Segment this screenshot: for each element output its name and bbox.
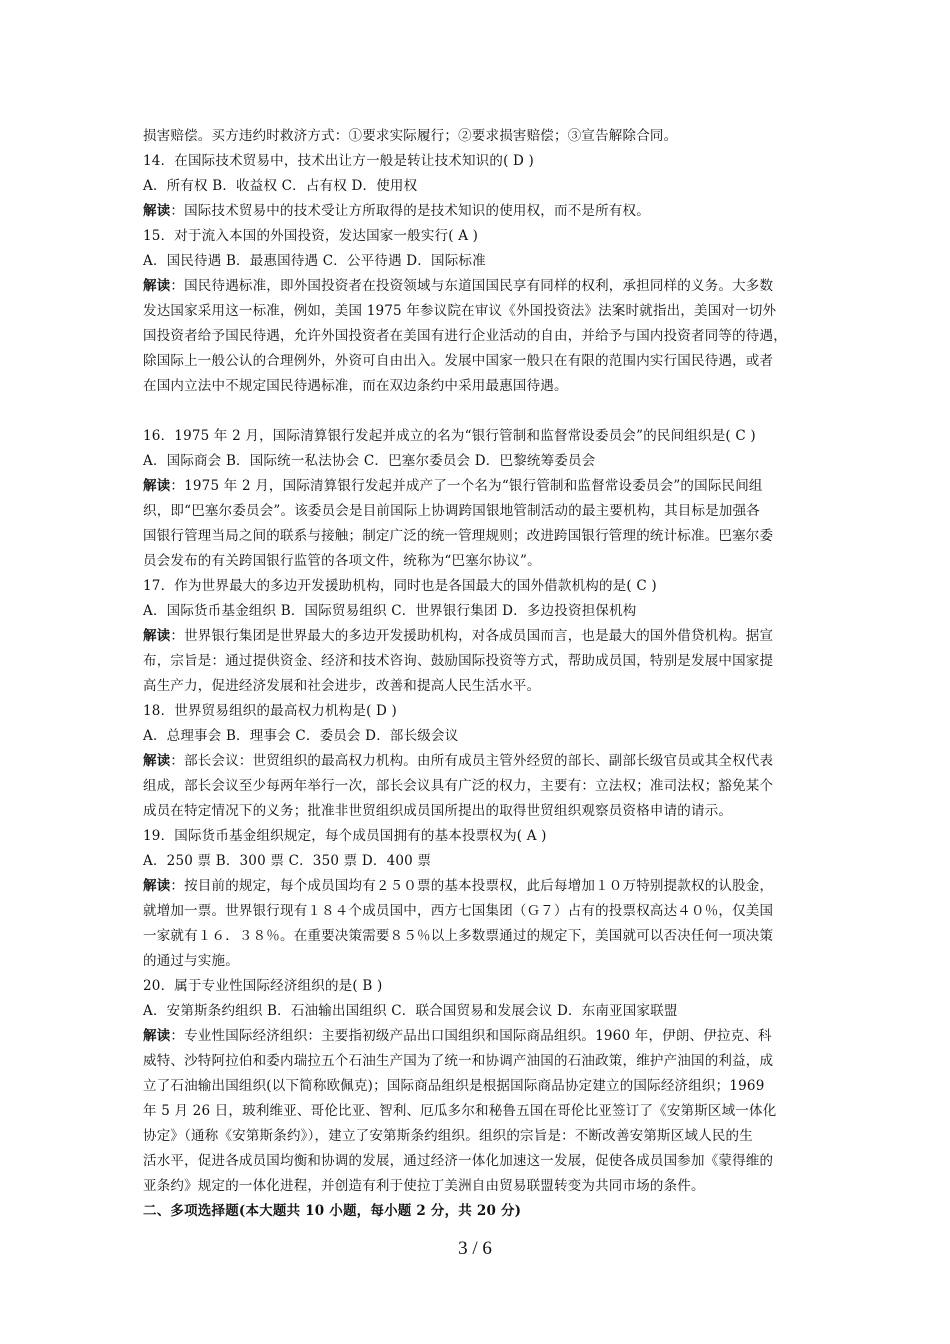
text-line	[143, 849, 813, 874]
text-line	[143, 374, 813, 399]
text-line	[143, 1074, 813, 1099]
text-segment: ：国际技术贸易中的技术受让方所取得的是技术知识的使用权，而不是所有权。	[170, 203, 650, 219]
blank-line	[143, 399, 813, 424]
text-segment: 国投资者给予国民待遇，允许外国投资者在美国有进行企业活动的自由，并给予与国内投资者同等的待遇，	[143, 328, 787, 344]
text-line	[143, 624, 813, 649]
document-body	[143, 124, 813, 1224]
text-line	[143, 324, 813, 349]
text-segment: ：1975 年 2 月，国际清算银行发起并成产了一个名为“银行管制和监督常设委员会”的国际民间组	[170, 478, 763, 494]
text-line	[143, 299, 813, 324]
text-segment: 成员在特定情况下的义务；批准非世贸组织成员国所提出的取得世贸组织观察员资格申请的请示。	[143, 803, 733, 819]
bold-label: 解读	[143, 753, 171, 769]
text-segment: 亚条约》规定的一体化进程，并创造有利于使拉丁美洲自由贸易联盟转变为共同市场的条件。	[143, 1178, 705, 1194]
bold-label: 二、多项选择题(本大题共 10 小题，每小题 2 分，共 20 分)	[143, 1203, 522, 1219]
text-segment: 国银行管理当局之间的联系与接触；制定广泛的统一管理规则；改进跨国银行管理的统计标准。巴塞尔委	[143, 528, 774, 544]
text-segment: 威特、沙特阿拉伯和委内瑞拉五个石油生产国为了统一和协调产油国的石油政策，维护产油国的利益，成	[143, 1053, 774, 1069]
text-line	[143, 749, 813, 774]
text-segment: 织，即“巴塞尔委员会”。该委员会是目前国际上协调跨国银地管制活动的最主要机构，其目标是加强各	[143, 503, 761, 519]
text-line	[143, 1149, 813, 1174]
text-line	[143, 124, 813, 149]
text-line	[143, 524, 813, 549]
text-segment: 年 5 月 26 日，玻利维亚、哥伦比亚、智利、厄瓜多尔和秘鲁五国在哥伦比亚签订了《安第斯区域一体化	[143, 1103, 777, 1119]
text-segment: 布，宗旨是：通过提供资金、经济和技术咨询、鼓励国际投资等方式，帮助成员国，特别是发展中国家提	[143, 653, 774, 669]
text-line	[143, 249, 813, 274]
text-segment: 协定》（通称《安第斯条约》），建立了安第斯条约组织。组织的宗旨是：不断改善安第斯区域人民的生	[143, 1128, 753, 1144]
text-segment: 员会发布的有关跨国银行监管的各项文件，统称为“巴塞尔协议”。	[143, 553, 541, 569]
text-line	[143, 724, 813, 749]
text-segment: 活水平，促进各成员国均衡和协调的发展，通过经济一体化加速这一发展，促使各成员国参加《蒙得维的	[143, 1153, 774, 1169]
text-segment: 的通过与实施。	[143, 953, 239, 969]
text-line	[143, 774, 813, 799]
text-segment: 就增加一票。世界银行现有１８４个成员国中，西方七国集团（Ｇ７）占有的投票权高达４０％，仅美国	[143, 903, 774, 919]
text-line	[143, 1174, 813, 1199]
text-line	[143, 599, 813, 624]
text-segment: 20．属于专业性国际经济组织的是( B )	[143, 978, 383, 994]
text-segment: 组成，部长会议至少每两年举行一次，部长会议具有广泛的权力，主要有：立法权；准司法权；豁免某个	[143, 778, 774, 794]
text-segment: ：部长会议：世贸组织的最高权力机构。由所有成员主管外经贸的部长、副部长级官员或其全权代表	[170, 753, 774, 769]
text-segment: 17．作为世界最大的多边开发援助机构，同时也是各国最大的国外借款机构的是( C )	[143, 578, 657, 594]
page-number: 3 / 6	[458, 1238, 492, 1259]
text-segment: 除国际上一般公认的合理例外，外资可自由出入。发展中国家一般只在有限的范围内实行国民待遇，或者	[143, 353, 774, 369]
text-line	[143, 424, 813, 449]
text-line	[143, 499, 813, 524]
text-line	[143, 949, 813, 974]
text-line	[143, 924, 813, 949]
text-line	[143, 274, 813, 299]
text-line	[143, 1099, 813, 1124]
text-segment: 14．在国际技术贸易中，技术出让方一般是转让技术知识的( D )	[143, 153, 535, 169]
text-segment: A．250 票 B．300 票 C．350 票 D．400 票	[143, 853, 432, 869]
text-segment: ：专业性国际经济组织：主要指初级产品出口国组织和国际商品组织。1960 年，伊朗、伊拉克、科	[170, 1028, 772, 1044]
text-segment: A．国际商会 B．国际统一私法协会 C．巴塞尔委员会 D．巴黎统筹委员会	[143, 453, 596, 469]
text-line	[143, 549, 813, 574]
text-segment: 损害赔偿。买方违约时救济方式：①要求实际履行；②要求损害赔偿；③宣告解除合同。	[143, 128, 678, 144]
text-segment: 立了石油输出国组织(以下简称欧佩克)；国际商品组织是根据国际商品协定建立的国际经济组织；1969	[143, 1078, 765, 1094]
bold-label: 解读	[143, 628, 171, 644]
text-line	[143, 674, 813, 699]
text-line	[143, 999, 813, 1024]
text-line	[143, 349, 813, 374]
text-segment: ：国民待遇标准，即外国投资者在投资领域与东道国国民享有同样的权利，承担同样的义务。大多数	[170, 278, 774, 294]
text-line	[143, 1049, 813, 1074]
text-segment: A．所有权 B．收益权 C．占有权 D．使用权	[143, 178, 418, 194]
text-segment: 19．国际货币基金组织规定，每个成员国拥有的基本投票权为( A )	[143, 828, 547, 844]
text-segment: 在国内立法中不规定国民待遇标准，而在双边条约中采用最惠国待遇。	[143, 378, 568, 394]
text-line	[143, 1024, 813, 1049]
text-line	[143, 1199, 813, 1224]
text-line	[143, 899, 813, 924]
text-segment: 15．对于流入本国的外国投资，发达国家一般实行( A )	[143, 228, 479, 244]
text-segment: 16．1975 年 2 月，国际清算银行发起并成立的名为“银行管制和监督常设委员会”的民间组织是( C )	[143, 428, 756, 444]
bold-label: 解读	[143, 278, 171, 294]
text-segment: A．安第斯条约组织 B．石油输出国组织 C．联合国贸易和发展会议 D．东南亚国家联盟	[143, 1003, 678, 1019]
text-segment: A．国民待遇 B．最惠国待遇 C．公平待遇 D．国际标准	[143, 253, 486, 269]
text-line	[143, 149, 813, 174]
text-line	[143, 699, 813, 724]
text-line	[143, 174, 813, 199]
text-line	[143, 824, 813, 849]
text-segment: 发达国家采用这一标准，例如，美国 1975 年参议院在审议《外国投资法》法案时就指出，美国对一切外	[143, 303, 777, 319]
text-segment: ：世界银行集团是世界最大的多边开发援助机构，对各成员国而言，也是最大的国外借贷机构。据宣	[170, 628, 774, 644]
text-line	[143, 199, 813, 224]
text-line	[143, 474, 813, 499]
text-segment: 高生产力，促进经济发展和社会进步，改善和提高人民生活水平。	[143, 678, 541, 694]
text-line	[143, 449, 813, 474]
text-segment: 18．世界贸易组织的最高权力机构是( D )	[143, 703, 398, 719]
text-line	[143, 649, 813, 674]
bold-label: 解读	[143, 478, 171, 494]
text-line	[143, 224, 813, 249]
bold-label: 解读	[143, 203, 171, 219]
text-segment: ：按目前的规定，每个成员国均有２５０票的基本投票权，此后每增加１０万特别提款权的认股金，	[170, 878, 774, 894]
text-line	[143, 874, 813, 899]
text-segment: A．总理事会 B．理事会 C．委员会 D．部长级会议	[143, 728, 459, 744]
text-line	[143, 574, 813, 599]
text-segment: 一家就有１６．３８％。在重要决策需要８５％以上多数票通过的规定下，美国就可以否决任何一项决策	[143, 928, 774, 944]
bold-label: 解读	[143, 878, 171, 894]
text-line	[143, 1124, 813, 1149]
text-segment: A．国际货币基金组织 B．国际贸易组织 C．世界银行集团 D．多边投资担保机构	[143, 603, 637, 619]
bold-label: 解读	[143, 1028, 171, 1044]
text-line	[143, 974, 813, 999]
text-line	[143, 799, 813, 824]
